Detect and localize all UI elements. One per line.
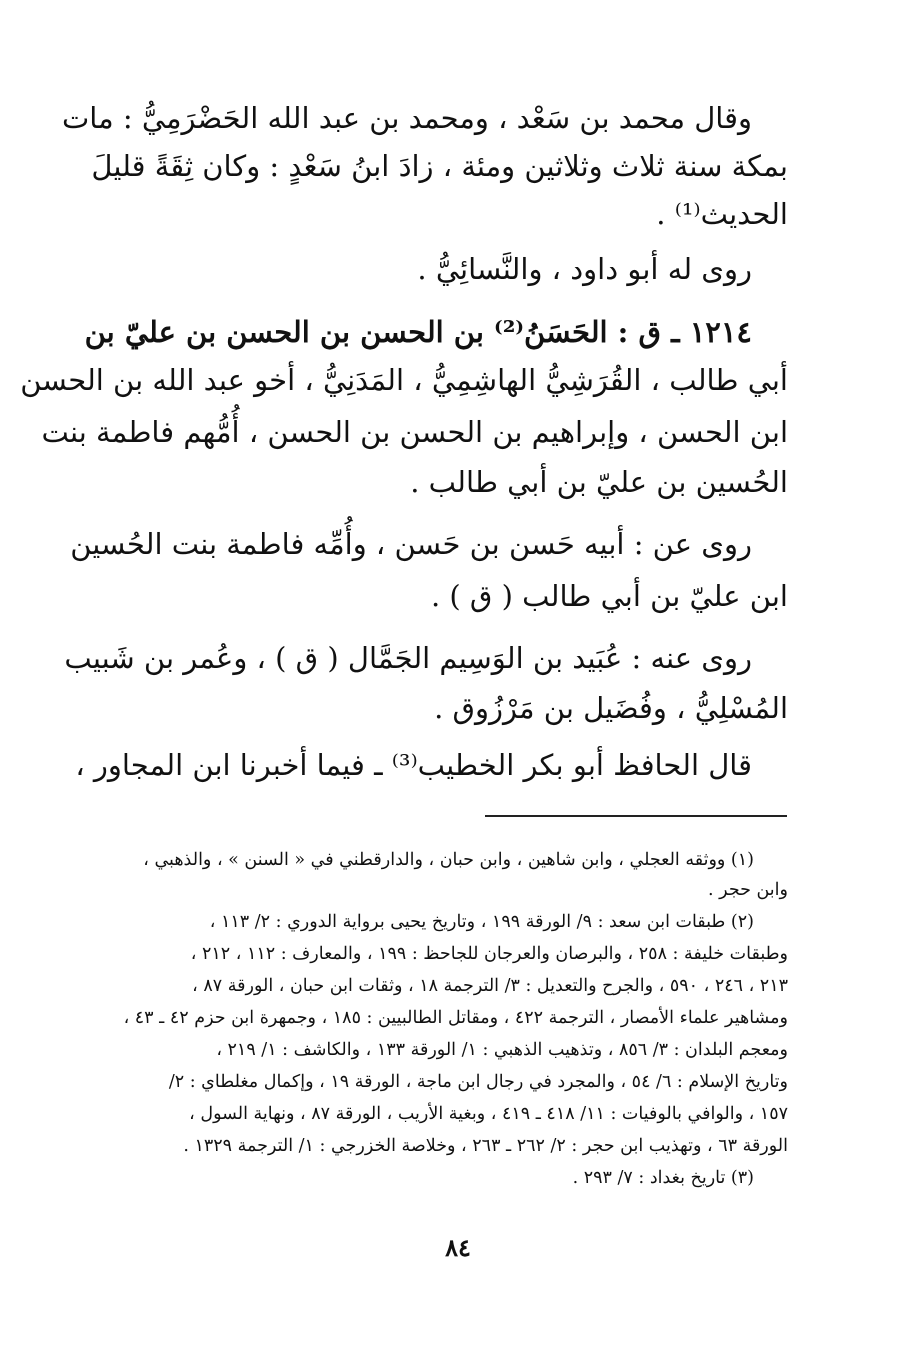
footnote-separator xyxy=(485,815,787,817)
footnote-line: (١) ووثقه العجلي ، وابن شاهين ، وابن حبان ، والدارقطني في « السنن » ، والذهبي ، xyxy=(143,850,754,870)
body-line: الحُسين بن عليّ بن أبي طالب . xyxy=(410,465,788,499)
entry-heading-line: ١٢١٤ ـ ق : الحَسَنُ⁽²⁾ بن الحسن بن الحسن بن عليّ بن xyxy=(84,315,752,349)
body-line: المُسْلِيُّ ، وفُضَيل بن مَرْزُوق . xyxy=(434,691,788,725)
footnote-line: وتاريخ الإسلام : ٦/ ٥٤ ، والمجرد في رجال ابن ماجة ، الورقة ١٩ ، وإكمال مغلطاي : ٢/ xyxy=(168,1072,788,1092)
footnote-line: وطبقات خليفة : ٢٥٨ ، والبرصان والعرجان للجاحظ : ١٩٩ ، والمعارف : ١١٢ ، ٢١٢ ، xyxy=(190,944,788,964)
footnote-line: الورقة ٦٣ ، وتهذيب ابن حجر : ٢/ ٢٦٢ ـ ٢٦٣ ، وخلاصة الخزرجي : ١/ الترجمة ١٣٢٩ . xyxy=(183,1136,788,1156)
body-line: ابن الحسن ، وإبراهيم بن الحسن بن الحسن ، أُمُّهم فاطمة بنت xyxy=(41,415,788,449)
body-line: الحديث⁽¹⁾ . xyxy=(656,197,788,231)
body-line: قال الحافظ أبو بكر الخطيب⁽³⁾ ـ فيما أخبرنا ابن المجاور ، xyxy=(75,748,752,782)
footnote-line: ١٥٧ ، والوافي بالوفيات : ١١/ ٤١٨ ـ ٤١٩ ، وبغية الأريب ، الورقة ٨٧ ، ونهاية السول ، xyxy=(189,1104,788,1124)
body-line: بمكة سنة ثلاث وثلاثين ومئة ، زادَ ابنُ سَعْدٍ : وكان ثِقَةً قليلَ xyxy=(91,149,788,183)
footnote-line: ٢١٣ ، ٢٤٦ ، ٥٩٠ ، والجرح والتعديل : ٣/ الترجمة ١٨ ، وثقات ابن حبان ، الورقة ٨٧ ، xyxy=(192,976,788,996)
footnote-line: (٣) تاريخ بغداد : ٧/ ٢٩٣ . xyxy=(572,1168,754,1188)
footnote-line: ومشاهير علماء الأمصار ، الترجمة ٤٢٢ ، ومقاتل الطالبيين : ١٨٥ ، وجمهرة ابن حزم ٤٢ ـ ٤٣ ، xyxy=(123,1008,788,1028)
body-line: روى عنه : عُبَيد بن الوَسِيم الجَمَّال ( ق ) ، وعُمر بن شَبيب xyxy=(64,641,752,675)
body-line: ابن عليّ بن أبي طالب ( ق ) . xyxy=(430,579,788,613)
page-number: ٨٤ xyxy=(445,1233,471,1262)
body-line: أبي طالب ، القُرَشِيُّ الهاشِمِيُّ ، المَدَنِيُّ ، أخو عبد الله بن الحسن xyxy=(20,363,788,397)
footnote-line: ومعجم البلدان : ٣/ ٨٥٦ ، وتذهيب الذهبي : ١/ الورقة ١٣٣ ، والكاشف : ١/ ٢١٩ ، xyxy=(216,1040,788,1060)
footnote-line: وابن حجر . xyxy=(708,880,788,900)
body-line: وقال محمد بن سَعْد ، ومحمد بن عبد الله الحَضْرَمِيُّ : مات xyxy=(61,101,752,135)
body-line: روى له أبو داود ، والنَّسائِيُّ . xyxy=(417,252,752,286)
body-line: روى عن : أبيه حَسن بن حَسن ، وأُمِّه فاطمة بنت الحُسين xyxy=(70,527,752,561)
footnote-line: (٢) طبقات ابن سعد : ٩/ الورقة ١٩٩ ، وتاريخ يحيى برواية الدوري : ٢/ ١١٣ ، xyxy=(209,912,754,932)
